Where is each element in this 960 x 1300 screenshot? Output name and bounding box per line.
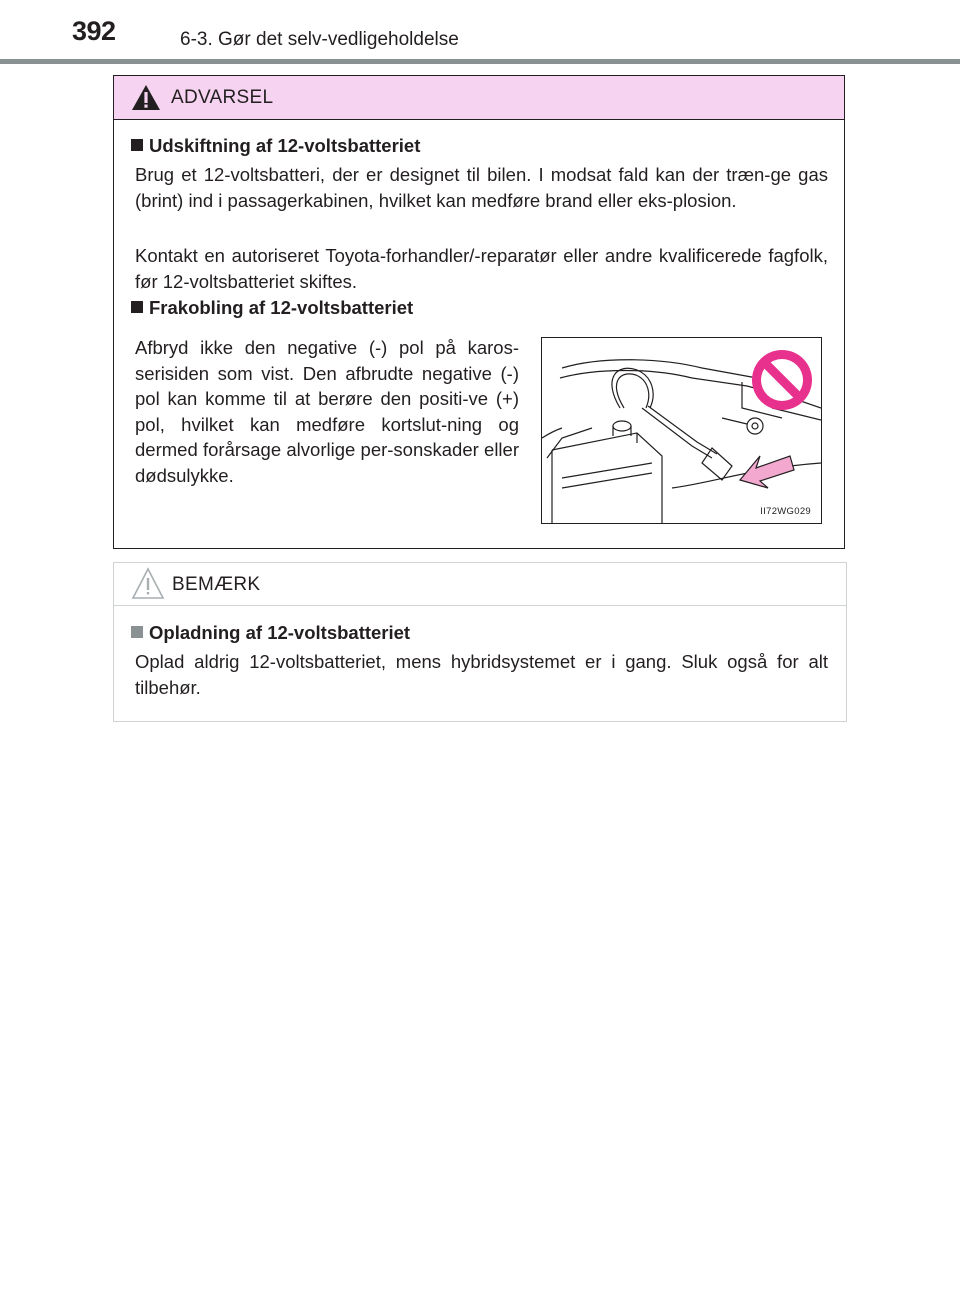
notice-box bbox=[113, 562, 847, 722]
warning-title: ADVARSEL bbox=[171, 87, 274, 108]
square-bullet-icon bbox=[131, 139, 143, 151]
battery-terminal-drawing bbox=[542, 338, 821, 523]
warning-header bbox=[114, 76, 844, 120]
caution-triangle-outline-icon bbox=[131, 567, 165, 600]
square-bullet-icon bbox=[131, 301, 143, 313]
section-title: 6-3. Gør det selv-vedligeholdelse bbox=[180, 29, 459, 50]
battery-illustration bbox=[541, 337, 822, 524]
notice-title: BEMÆRK bbox=[172, 574, 261, 595]
illustration-code: II72WG029 bbox=[760, 506, 811, 517]
paragraph: Kontakt en autoriseret Toyota-forhandler/-reparatør eller andre kvalificerede fagfolk, før 12-voltsbatteriet skiftes. bbox=[135, 245, 828, 292]
paragraph: Afbryd ikke den negative (-) pol på karos-serisiden som vist. Den afbrudte negative (-) pol kan komme til at berøre den positi-ve (+) pol, hvilket kan medføre kortslut-ning og dermed forårsage alvorlige per-sonskader eller dødsulykke. bbox=[135, 337, 519, 486]
notice-header bbox=[114, 563, 846, 606]
header-rule bbox=[0, 59, 960, 64]
item-heading: Udskiftning af 12-voltsbatteriet bbox=[131, 135, 420, 157]
paragraph: Brug et 12-voltsbatteri, der er designet til bilen. I modsat fald kan der træn-ge gas (brint) ind i passagerkabinen, hvilket kan medføre brand eller eks-plosion. bbox=[135, 164, 828, 211]
prohibition-icon bbox=[752, 350, 812, 410]
item-heading: Frakobling af 12-voltsbatteriet bbox=[131, 297, 413, 319]
warning-triangle-icon bbox=[131, 84, 161, 111]
warning-box bbox=[113, 75, 845, 549]
item-heading: Opladning af 12-voltsbatteriet bbox=[131, 622, 410, 644]
page-number: 392 bbox=[72, 16, 116, 46]
square-bullet-icon bbox=[131, 626, 143, 638]
paragraph: Oplad aldrig 12-voltsbatteriet, mens hybridsystemet er i gang. Sluk også for alt tilbehør. bbox=[135, 651, 828, 698]
